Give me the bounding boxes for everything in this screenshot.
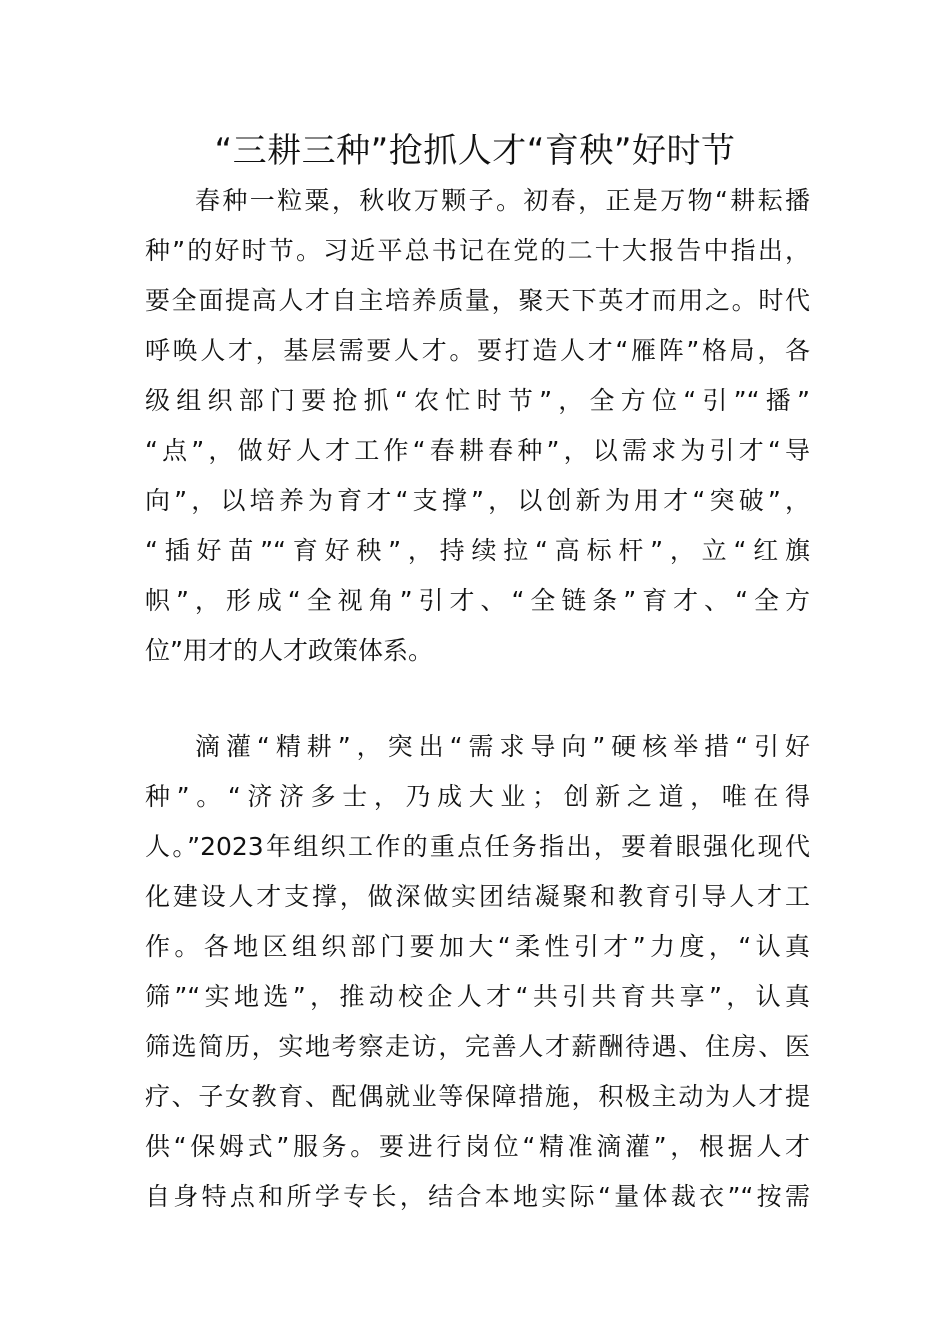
paragraph-line: 级组织部门要抢抓“农忙时节”，全方位“引”“播”	[145, 386, 810, 415]
paragraph-line: 帜”，形成“全视角”引才、“全链条”育才、“全方	[145, 586, 810, 615]
paragraph-line: 化建设人才支撑，做深做实团结凝聚和教育引导人才工	[145, 882, 810, 911]
paragraph-line: 供“保姆式”服务。要进行岗位“精准滴灌”，根据人才	[145, 1132, 810, 1161]
paragraph-1	[145, 176, 810, 676]
paragraph-line: “插好苗”“育好秧”，持续拉“高标杆”，立“红旗	[145, 536, 810, 565]
paragraph-line: 作。各地区组织部门要加大“柔性引才”力度，“认真	[145, 932, 810, 961]
paragraph-line: 筛”“实地选”，推动校企人才“共引共育共享”，认真	[145, 982, 810, 1011]
paragraph-line: 疗、子女教育、配偶就业等保障措施，积极主动为人才提	[145, 1082, 810, 1111]
paragraph-line: 要全面提高人才自主培养质量，聚天下英才而用之。时代	[145, 286, 810, 315]
paragraph-line: 呼唤人才，基层需要人才。要打造人才“雁阵”格局，各	[145, 336, 810, 365]
paragraph-line: 春种一粒粟，秋收万颗子。初春，正是万物“耕耘播	[195, 186, 810, 215]
paragraph-2	[145, 722, 810, 1222]
paragraph-line: 滴灌“精耕”，突出“需求导向”硬核举措“引好	[195, 732, 810, 761]
paragraph-line: 筛选简历，实地考察走访，完善人才薪酬待遇、住房、医	[145, 1032, 810, 1061]
paragraph-line: 人。”2023年组织工作的重点任务指出，要着眼强化现代	[145, 832, 810, 861]
paragraph-line: “点”，做好人才工作“春耕春种”，以需求为引才“导	[145, 436, 810, 465]
paragraph-line: 种”的好时节。习近平总书记在党的二十大报告中指出，	[145, 236, 810, 265]
paragraph-line: 位”用才的人才政策体系。	[145, 636, 433, 665]
paragraph-line: 自身特点和所学专长，结合本地实际“量体裁衣”“按需	[145, 1182, 810, 1211]
paragraph-line: 种”。“济济多士，乃成大业；创新之道，唯在得	[145, 782, 810, 811]
paragraph-line: 向”，以培养为育才“支撑”，以创新为用才“突破”，	[145, 486, 810, 515]
document-title: “三耕三种”抢抓人才“育秧”好时节	[214, 131, 736, 171]
